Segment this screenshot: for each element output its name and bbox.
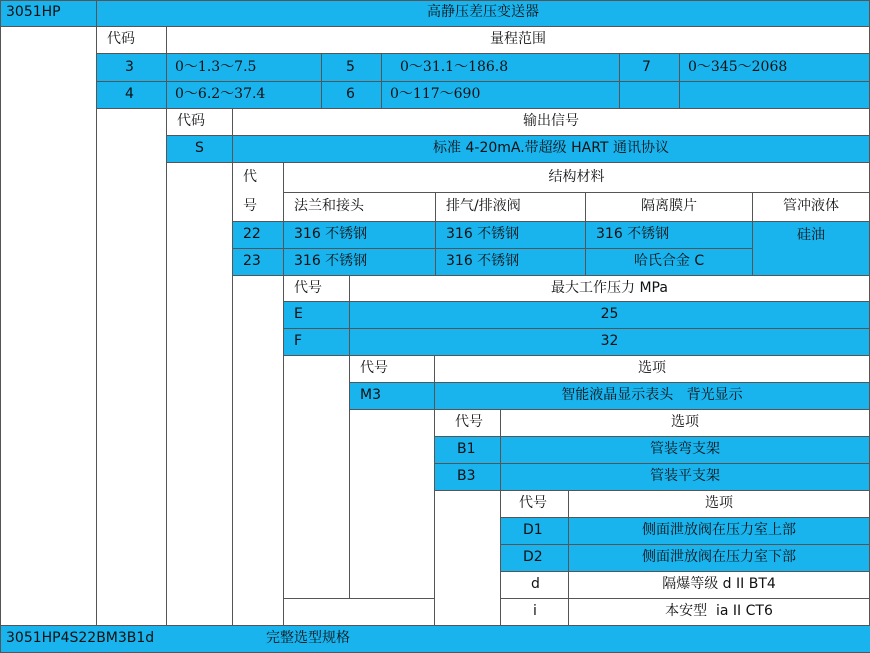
output-spacer-column [167, 163, 233, 626]
output-code: S [167, 136, 233, 163]
display-spacer-column [350, 410, 435, 599]
range-code-header: 代码 [97, 27, 167, 54]
bracket-spacer-column [435, 491, 501, 626]
bracket-desc: 管装平支架 [501, 464, 870, 491]
pressure-code-header: 代号 [284, 276, 350, 302]
material-code-header-line2: 号 [243, 197, 257, 214]
option-title: 选项 [569, 491, 870, 518]
material-spacer-column [233, 276, 284, 626]
pressure-spacer-column [284, 356, 350, 599]
material-vent: 316 不锈钢 [436, 249, 586, 276]
option-desc: 本安型 ia II CT6 [569, 599, 870, 626]
range-value: 0～117～690 [382, 82, 620, 109]
footer-model-code: 3051HP4S22BM3B1d [0, 626, 270, 653]
material-col-vent: 排气/排液阀 [436, 193, 586, 222]
range-value: 0～31.1～186.8 [382, 54, 620, 82]
option-desc: 侧面泄放阀在压力室上部 [569, 518, 870, 545]
material-flange: 316 不锈钢 [284, 222, 436, 249]
option-code: i [501, 599, 569, 626]
product-name: 高静压差压变送器 [97, 0, 870, 27]
range-empty-cell [620, 82, 680, 109]
bracket-code: B3 [435, 464, 501, 491]
bracket-desc: 管装弯支架 [501, 437, 870, 464]
option-code: D2 [501, 545, 569, 572]
material-col-flange: 法兰和接头 [284, 193, 436, 222]
option-code: d [501, 572, 569, 599]
pressure-code: E [284, 302, 350, 329]
display-desc: 智能液晶显示表头 背光显示 [435, 383, 870, 410]
model-title: 3051HP [0, 0, 97, 27]
material-code-header-line1: 代 [243, 168, 257, 185]
material-code: 23 [233, 249, 284, 276]
pressure-value: 32 [350, 329, 870, 356]
material-fill-fluid: 硅油 [753, 222, 870, 276]
option-spacer-cell [284, 599, 435, 626]
material-flange: 316 不锈钢 [284, 249, 436, 276]
pressure-code: F [284, 329, 350, 356]
range-code: 5 [322, 54, 382, 82]
material-vent: 316 不锈钢 [436, 222, 586, 249]
display-code-header: 代号 [350, 356, 435, 383]
range-code: 6 [322, 82, 382, 109]
range-code: 4 [97, 82, 167, 109]
option-code: D1 [501, 518, 569, 545]
range-empty-cell [680, 82, 870, 109]
range-spacer-column [97, 109, 167, 626]
material-title: 结构材料 [284, 163, 870, 193]
range-title: 量程范围 [167, 27, 870, 54]
material-col-diaphragm: 隔离膜片 [586, 193, 753, 222]
option-code-header: 代号 [501, 491, 569, 518]
range-value: 0～1.3～7.5 [167, 54, 322, 82]
output-title: 输出信号 [233, 109, 870, 136]
output-code-header: 代码 [167, 109, 233, 136]
footer-label: 完整选型规格 [260, 626, 870, 653]
bracket-code: B1 [435, 437, 501, 464]
option-desc: 隔爆等级 d II BT4 [569, 572, 870, 599]
bracket-title: 选项 [501, 410, 870, 437]
range-value: 0～6.2～37.4 [167, 82, 322, 109]
option-desc: 侧面泄放阀在压力室下部 [569, 545, 870, 572]
range-code: 7 [620, 54, 680, 82]
output-desc: 标准 4-20mA.带超级 HART 通讯协议 [233, 136, 870, 163]
pressure-title: 最大工作压力 MPa [350, 276, 870, 302]
material-diaphragm: 哈氏合金 C [586, 249, 753, 276]
range-code: 3 [97, 54, 167, 82]
range-value: 0～345～2068 [680, 54, 870, 82]
pressure-value: 25 [350, 302, 870, 329]
bracket-code-header: 代号 [435, 410, 501, 437]
display-code: M3 [350, 383, 435, 410]
material-col-fill: 管冲液体 [753, 193, 870, 222]
display-title: 选项 [435, 356, 870, 383]
material-code: 22 [233, 222, 284, 249]
material-diaphragm: 316 不锈钢 [586, 222, 753, 249]
model-spacer-column [0, 27, 97, 626]
material-code-header [233, 163, 284, 222]
